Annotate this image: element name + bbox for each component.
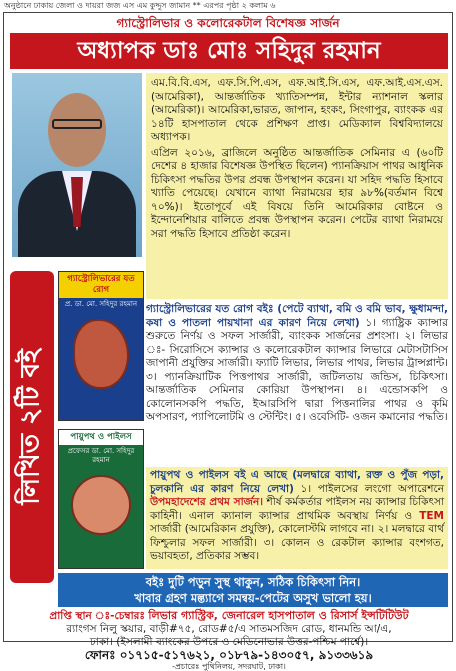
book-cover-piles xyxy=(58,429,144,569)
section2-body1: শীর্ষ কর্মকর্তার পাইলস নয় ক্যান্সার চিকিৎসা কাহিনী। এনাল ক্যানাল ক্যান্সার প্রাথমিক অবস্থায় নির্ণয় ও xyxy=(150,496,445,522)
advice-line-2: খাবার গ্রহণ মল্ত্যাগে সমন্বয়-পেটের অসুখ ভালো হয়। xyxy=(134,591,372,605)
section2-highlight: উপমহাদেশের প্রথম সার্জন। xyxy=(150,496,264,508)
address-place: লিভার গ্যাস্ট্রিক, জেনারেল হাসপাতাল ও রিসার্স ইন্সটিটিউট xyxy=(148,609,409,622)
chamber-address xyxy=(10,609,448,671)
book2-author: প্রফেসর ডা. মো. সহিদুর রহমান xyxy=(67,447,135,464)
bio-qualifications: এম.বি.বি.এস, এফ.সি.পি.এস, এফ.আই.সি.এস, এফ.আই.এস.এস.(আমেরিকা), আন্তর্জাতিক খ্যাতিসম্পন্ন, ইন্টার ন্যাশনাল স্কলার (আমেরিকা)। আমেরিকা,ভারত, জাপান, হংকং, সিংগাপুর, ব্যাংকক এর ১৪টি হাসপাতাল থেকে প্রশিক্ষণ প্রাপ্ত। মেডিক্যাল বিশ্ববিদ্যালয়ে অধ্যাপক। xyxy=(151,77,443,143)
advice-line-1: বইঃ দুটি পড়ুন সুস্থ থাকুন, সঠিক চিকিৎসা নিন। xyxy=(145,575,361,589)
piles-book-section xyxy=(146,467,448,569)
doctor-advertisement xyxy=(3,12,453,671)
advice-banner xyxy=(58,573,448,607)
section2-body2: সার্জারী (আমেরিকান প্রযুক্তি), কোলোস্টমি লাগবে না। ২। মলদ্বারে বার্থ ফিশ্চুলার সফল সার্জারী। ৩। কোলন ও রেকটাল ক্যান্সার বংশগত, ভয়াবহতা, প্রতিকার সম্ভব। xyxy=(150,523,444,562)
address-line-2: র‌্যাংগস নিলু স্কয়ার, বাড়ী#৭৫, রোড#৫/এ সাতমসজিদ রোড, ধানমন্ডি আ/এ, xyxy=(66,623,392,635)
book-cover-gastroliver xyxy=(58,271,144,421)
book1-title: গ্যাস্ট্রোলিভারের যত রোগ xyxy=(59,272,143,298)
promotion-credit: -প্রচারেঃ পুথিনিলয়, সদরঘাট, ঢাকা। xyxy=(172,662,286,671)
specialist-subtitle: গ্যাস্ট্রোলিভার ও কলোরেকটাল বিশেষজ্ঞ সার্জন xyxy=(116,16,340,30)
liver-illustration-icon xyxy=(73,319,129,389)
doctor-name-banner: অধ্যাপক ডাঃ মোঃ সহিদুর রহমান xyxy=(10,33,448,69)
address-heading xyxy=(10,609,448,623)
section2-intro: ১। পাইলসের লংগো অপারেশনে xyxy=(300,482,444,495)
doctor-biography xyxy=(146,73,448,299)
section2-heading: পায়ুপথ ও পাইলস বই এ আছে (মলদ্বারে ব্যাথা, রক্ত ও পুঁজ পড়া, চুলকানি এর কারণ নিয়ে লেখা) xyxy=(150,469,444,495)
side-label-text: লিখিত ২টি বই xyxy=(16,349,47,505)
photo-face xyxy=(48,93,106,167)
phone-numbers: ফোনঃ ০১৭১৫-৫১৭৬২১, ০১৮৭৯-১৪৩০৫৭, ৯১৩৩৬১৯ xyxy=(84,648,374,662)
book2-title: পায়ুপথ ও পাইলস xyxy=(59,430,143,445)
previous-story-footer: অনুষ্ঠানে ঢাকায় জেলা ও দায়রা জজ এস এম কুদ্দুস জামান ** এরপর পৃষ্ঠা ২ কলাম ৬ xyxy=(4,1,276,10)
section2-tem: TEM xyxy=(419,509,444,522)
section1-body: ১। গ্যাষ্ট্রিক ক্যান্সার শুরুতে নির্ণয় ও সফল সার্জারী, ব্যাংকক সার্জনের প্রশংসা। ২। লিভার ঃ- সিরোসিসে ক্যান্সার ও কলোরেকটাল ক্যান্সার লিভারে মেটাসটাসিস জাপানী প্রযুক্তির সার্জারী। ফ্যাটি লিভার, লিভার পাথর, লিভার ট্রান্সপ্লান্ট। ৩। প্যানক্রিয়াটিক পিত্তপাথর সার্জারী, জটিলতায় জন্ডিস, চিকিৎসা। আন্তর্জাতিক সেমিনার কোরিয়া উপস্থাপন। ৪। এন্ডোসকপি ও কোলোনসকপি পদ্ধতি, ইআরসিপি দ্বারা পিত্তনালির পাথর ও কৃমি অপসারণ, প্যাপিলোটমি ও স্টেন্টিং। ৫। ওবেসিটি- ওজন কমানোর পদ্ধতি। xyxy=(146,316,448,423)
photo-glasses xyxy=(52,119,102,129)
book1-author: প্র. ডা. মো. সহিদুর রহমান xyxy=(64,300,138,308)
two-books-side-label xyxy=(10,271,54,583)
doctor-photo xyxy=(12,73,142,257)
address-label: প্রাপ্তি স্থান ঃ-চেম্বারঃ xyxy=(49,610,146,622)
address-line-3: ঢাকা। (ইসলামী ব্যাংকের উপরে ও মেডিনোভার উত্তর-পশ্চিম পার্শ্বে)। xyxy=(89,636,369,648)
bio-achievements: এপ্রিল ২০১৬, ব্রাজিলে অনুষ্ঠিত আন্তর্জাতিক সেমিনার এ (৬০টি দেশের ৪ হাজার বিশেষজ্ঞ উপস্থিত ছিলেন) প্যানক্রিয়াস পাথর আধুনিক চিকিৎসা পদ্ধতির উপর প্রবন্ধ উপস্থাপন করেন। যা সহিদ পদ্ধতি হিসাবে খ্যাতি পেয়েছে। যেখানে ব্যাথা নিরাময়ের হার ৯৮%(বর্তমান বিশ্বে ৭০%)। ইতোপূর্বে এই বিষয়ে তিনি আমেরিকার বোষ্টনে ও ইন্দোনেশিয়ার বালিতে প্রবন্ধ উপস্থাপন করেন। পেটের ব্যাথা নিরাময়ে সরা পদ্ধতি হিসাবে প্রতিষ্ঠা করেন। xyxy=(151,146,443,240)
colon-illustration-icon xyxy=(71,475,131,535)
section1-heading: গ্যাস্ট্রোলিভারের যত রোগ বইঃ (পেটে ব্যাথা, বমি ও বমি ভাব, ক্ষুধামন্দা, কষা ও পাতলা পায়খানা এর কারণ নিয়ে লেখা) xyxy=(146,303,448,329)
gastroliver-book-section xyxy=(146,303,448,465)
